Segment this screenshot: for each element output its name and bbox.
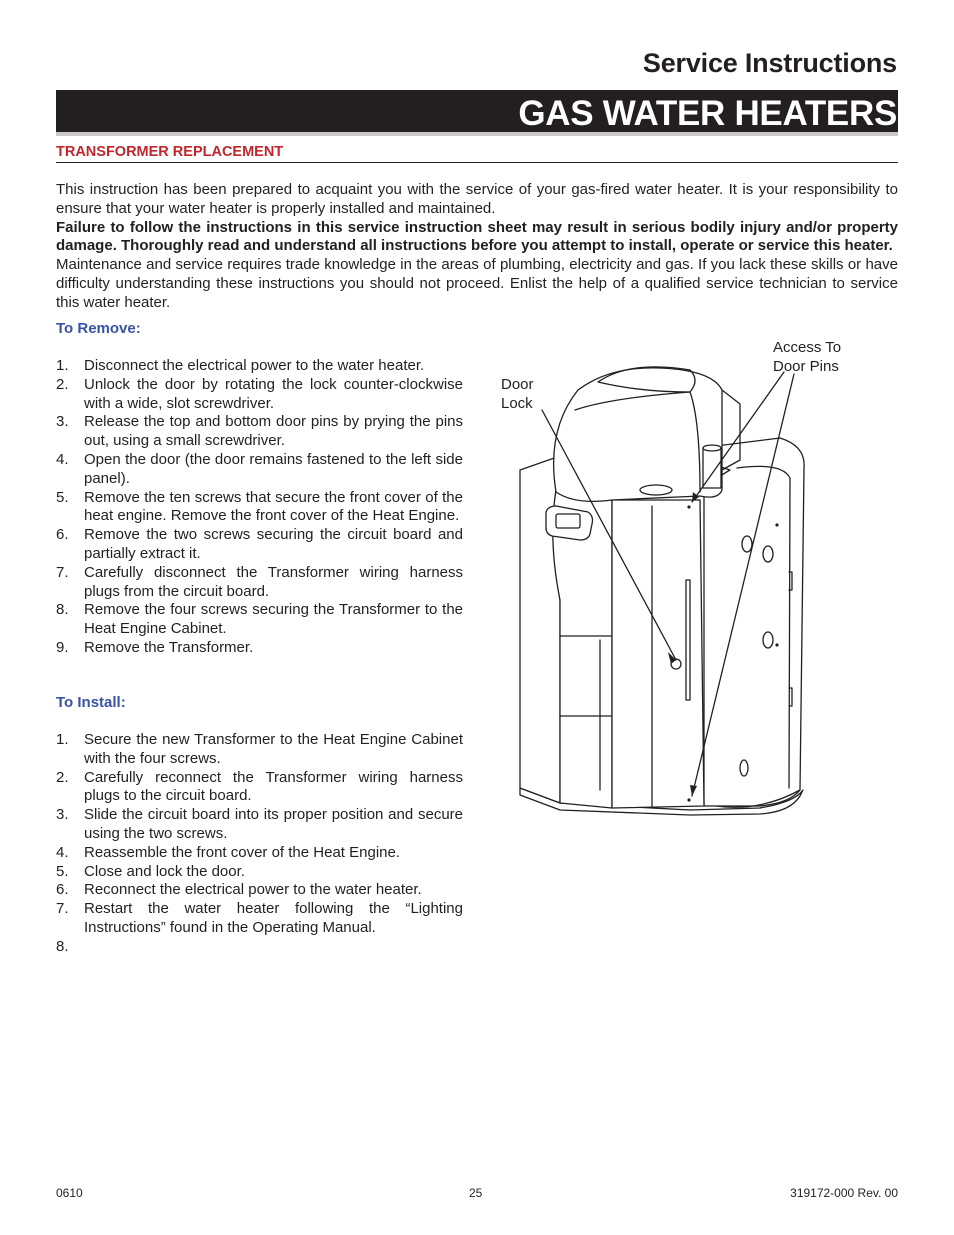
- step-number: 6.: [56, 881, 69, 899]
- step-text: Close and lock the door.: [84, 862, 245, 880]
- top-door-pin: [687, 505, 690, 508]
- door-lock-callout-line1: Door: [501, 376, 534, 393]
- page-number: 25: [469, 1186, 483, 1200]
- step-item: [56, 639, 463, 658]
- install-heading: To Install:: [56, 694, 126, 711]
- step-text: Carefully disconnect the Transformer wiring harness plugs from the circuit board.: [84, 563, 463, 600]
- step-item: [56, 844, 463, 863]
- water-heater-illustration: [500, 330, 830, 820]
- step-item: [56, 938, 463, 957]
- step-number: 5.: [56, 488, 69, 506]
- step-item: [56, 731, 463, 769]
- access-callout-line2: Door Pins: [773, 358, 839, 375]
- step-text: Reassemble the front cover of the Heat Engine.: [84, 843, 401, 861]
- footer-date-code: 0610: [56, 1186, 83, 1200]
- step-number: 5.: [56, 862, 69, 880]
- step-item: [56, 357, 463, 376]
- service-instructions-title: Service Instructions: [642, 48, 897, 78]
- step-text: Unlock the door by rotating the lock counter-clockwise with a wide, slot screwdriver.: [84, 375, 463, 412]
- section-divider: [56, 162, 898, 163]
- step-item: [56, 451, 463, 489]
- step-text: Remove the ten screws that secure the front cover of the heat engine. Remove the front cover of the Heat Engine.: [84, 488, 463, 525]
- remove-heading: To Remove:: [56, 320, 141, 337]
- step-item: [56, 601, 463, 639]
- intro-text: [56, 181, 898, 313]
- step-number: 2.: [56, 375, 69, 393]
- door-lock-callout-line2: Lock: [501, 395, 533, 412]
- step-text: Slide the circuit board into its proper position and secure using the two screws.: [84, 806, 463, 842]
- step-text: Restart the water heater following the “Lighting Instructions” found in the Operating Manual.: [84, 900, 463, 936]
- step-text: Disconnect the electrical power to the water heater.: [84, 357, 425, 374]
- step-text: Carefully reconnect the Transformer wiring harness plugs to the circuit board.: [84, 768, 463, 805]
- step-text: Secure the new Transformer to the Heat Engine Cabinet with the four screws.: [84, 731, 463, 767]
- door-lock-callout: [501, 375, 534, 413]
- safety-warning: Failure to follow the instructions in this service instruction sheet may result in serious bodily injury and/or property damage. Thoroughly read and understand all instructions before you attempt to install, operate or service this heater.: [56, 218, 898, 255]
- step-item: [56, 526, 463, 564]
- step-text: Reconnect the electrical power to the water heater.: [84, 881, 422, 899]
- step-number: 2.: [56, 768, 69, 786]
- access-callout-line1: Access To: [773, 339, 842, 356]
- step-text: Open the door (the door remains fastened to the left side panel).: [84, 450, 463, 487]
- control-panel: [546, 506, 593, 540]
- step-number: 1.: [56, 357, 69, 374]
- step-text: Release the top and bottom door pins by prying the pins out, using a small screwdriver.: [84, 413, 463, 450]
- step-number: 8.: [56, 601, 69, 619]
- bottom-door-pin: [687, 798, 690, 801]
- remove-steps-list: [56, 357, 463, 658]
- banner-title: GAS WATER HEATERS: [518, 94, 897, 133]
- step-item: [56, 881, 463, 900]
- step-number: 8.: [56, 937, 69, 955]
- step-item: [56, 863, 463, 882]
- step-number: 4.: [56, 450, 69, 468]
- step-number: 7.: [56, 900, 69, 918]
- step-item: [56, 769, 463, 807]
- step-number: 4.: [56, 843, 69, 861]
- step-item: [56, 564, 463, 602]
- step-item: [56, 806, 463, 844]
- step-number: 7.: [56, 563, 69, 581]
- step-item: [56, 900, 463, 938]
- step-number: 1.: [56, 731, 69, 748]
- access-door-pins-callout: [773, 338, 841, 376]
- install-steps-list: [56, 731, 463, 957]
- step-item: [56, 489, 463, 527]
- intro-paragraph: This instruction has been prepared to acquaint you with the service of your gas-fired water heater. It is your responsibility to ensure that your water heater is properly installed and maintained.: [56, 181, 898, 217]
- step-item: [56, 376, 463, 414]
- step-text: Remove the two screws securing the circuit board and partially extract it.: [84, 526, 463, 562]
- step-text: Remove the Transformer.: [84, 638, 254, 656]
- step-number: 3.: [56, 806, 69, 824]
- maintenance-paragraph: Maintenance and service requires trade knowledge in the areas of plumbing, electricity and gas. If you lack these skills or have difficulty understanding these instructions you should not proceed. Enlist the help of a qualified service technician to service this water heater.: [56, 256, 898, 311]
- document-number: 319172-000 Rev. 00: [790, 1186, 898, 1200]
- step-item: [56, 413, 463, 451]
- step-number: 6.: [56, 526, 69, 544]
- step-text: [84, 938, 463, 957]
- step-number: 9.: [56, 638, 69, 656]
- step-text: Remove the four screws securing the Transformer to the Heat Engine Cabinet.: [84, 601, 463, 638]
- section-heading: TRANSFORMER REPLACEMENT: [56, 144, 284, 160]
- heat-engine-hood: [554, 368, 722, 502]
- step-number: 3.: [56, 413, 69, 431]
